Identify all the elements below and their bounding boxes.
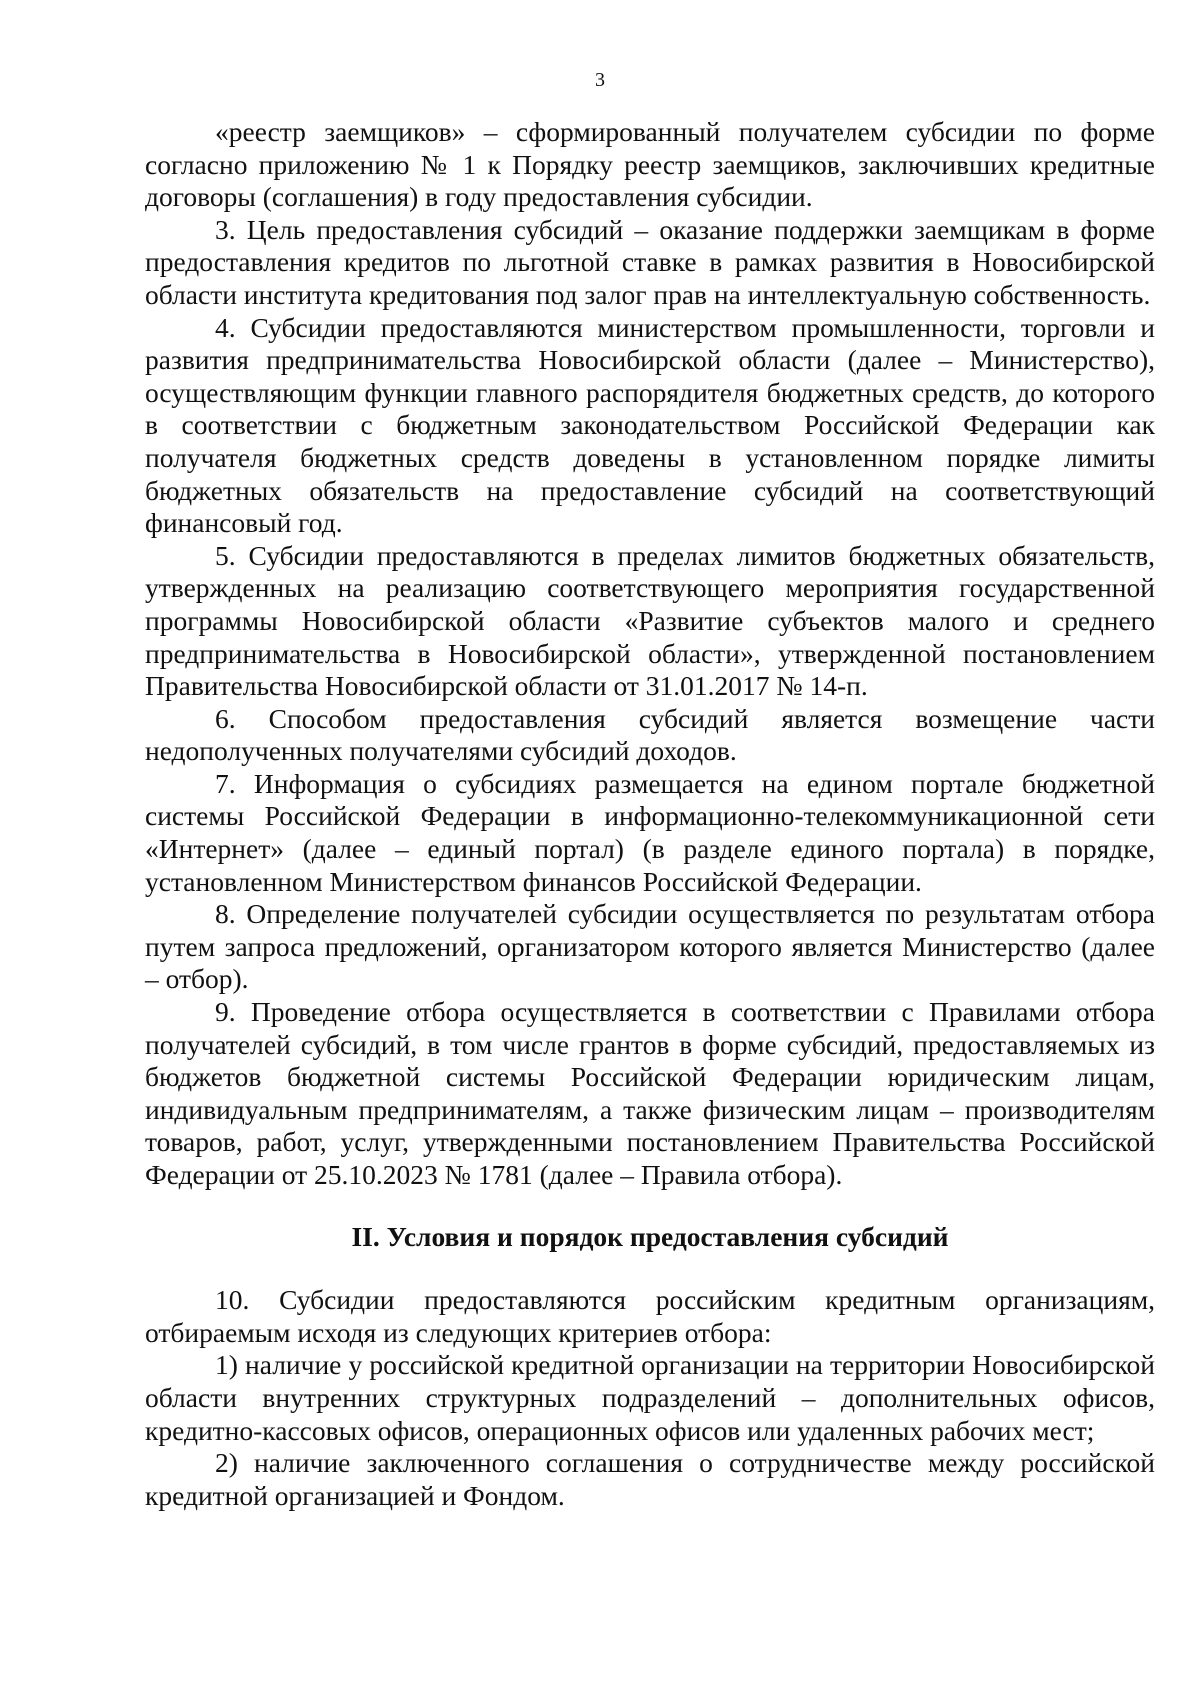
document-body (145, 116, 1155, 1512)
paragraph-borrower-registry: «реестр заемщиков» – сформированный получателем субсидии по форме согласно приложению № 1 к Порядку реестр заемщиков, заключивших кредитные договоры (соглашения) в году предоставления субсидии. (145, 116, 1155, 213)
paragraph-5-limits: 5. Субсидии предоставляются в пределах лимитов бюджетных обязательств, утвержденных на реализацию соответствующего мероприятия государственной программы Новосибирской области «Развитие субъектов малого и среднего предпринимательства в Новосибирской области», утвержденной постановлением Правительства Новосибирской области от 31.01.2017 № 14-п. (145, 539, 1155, 702)
criterion-1: 1) наличие у российской кредитной организации на территории Новосибирской области внутренних структурных подразделений – дополнительных офисов, кредитно-кассовых офисов, операционных офисов или удаленных рабочих мест; (145, 1349, 1155, 1446)
paragraph-4-ministry: 4. Субсидии предоставляются министерством промышленности, торговли и развития предпринимательства Новосибирской области (далее – Министерство), осуществляющим функции главного распорядителя бюджетных средств, до которого в соответствии с бюджетным законодательством Российской Федерации как получателя бюджетных средств доведены в установленном порядке лимиты бюджетных обязательств на предоставление субсидий на соответствующий финансовый год. (145, 311, 1155, 539)
section-heading: II. Условия и порядок предоставления субсидий (351, 1220, 949, 1252)
paragraph-8-selection: 8. Определение получателей субсидии осуществляется по результатам отбора путем запроса предложений, организатором которого является Министерство (далее – отбор). (145, 898, 1155, 995)
page-number: 3 (595, 69, 605, 91)
paragraph-9-rules: 9. Проведение отбора осуществляется в соответствии с Правилами отбора получателей субсидий, в том числе грантов в форме субсидий, предоставляемых из бюджетов бюджетной системы Российской Федерации юридическим лицам, индивидуальным предпринимателям, а также физическим лицам – производителям товаров, работ, услуг, утвержденными постановлением Правительства Российской Федерации от 25.10.2023 № 1781 (далее – Правила отбора). (145, 996, 1155, 1190)
paragraph-7-information: 7. Информация о субсидиях размещается на едином портале бюджетной системы Российской Федерации в информационно-телекоммуникационной сети «Интернет» (далее – единый портал) (в разделе единого портала) в порядке, установленном Министерством финансов Российской Федерации. (145, 767, 1155, 897)
paragraph-10-criteria: 10. Субсидии предоставляются российским кредитным организациям, отбираемым исходя из следующих критериев отбора: (145, 1284, 1155, 1348)
paragraph-3-purpose: 3. Цель предоставления субсидий – оказание поддержки заемщикам в форме предоставления кредитов по льготной ставке в рамках развития в Новосибирской области института кредитования под залог прав на интеллектуальную собственность. (145, 213, 1155, 310)
criterion-2: 2) наличие заключенного соглашения о сотрудничестве между российской кредитной организацией и Фондом. (145, 1447, 1155, 1511)
paragraph-6-method: 6. Способом предоставления субсидий является возмещение части недополученных получателями субсидий доходов. (145, 702, 1155, 767)
